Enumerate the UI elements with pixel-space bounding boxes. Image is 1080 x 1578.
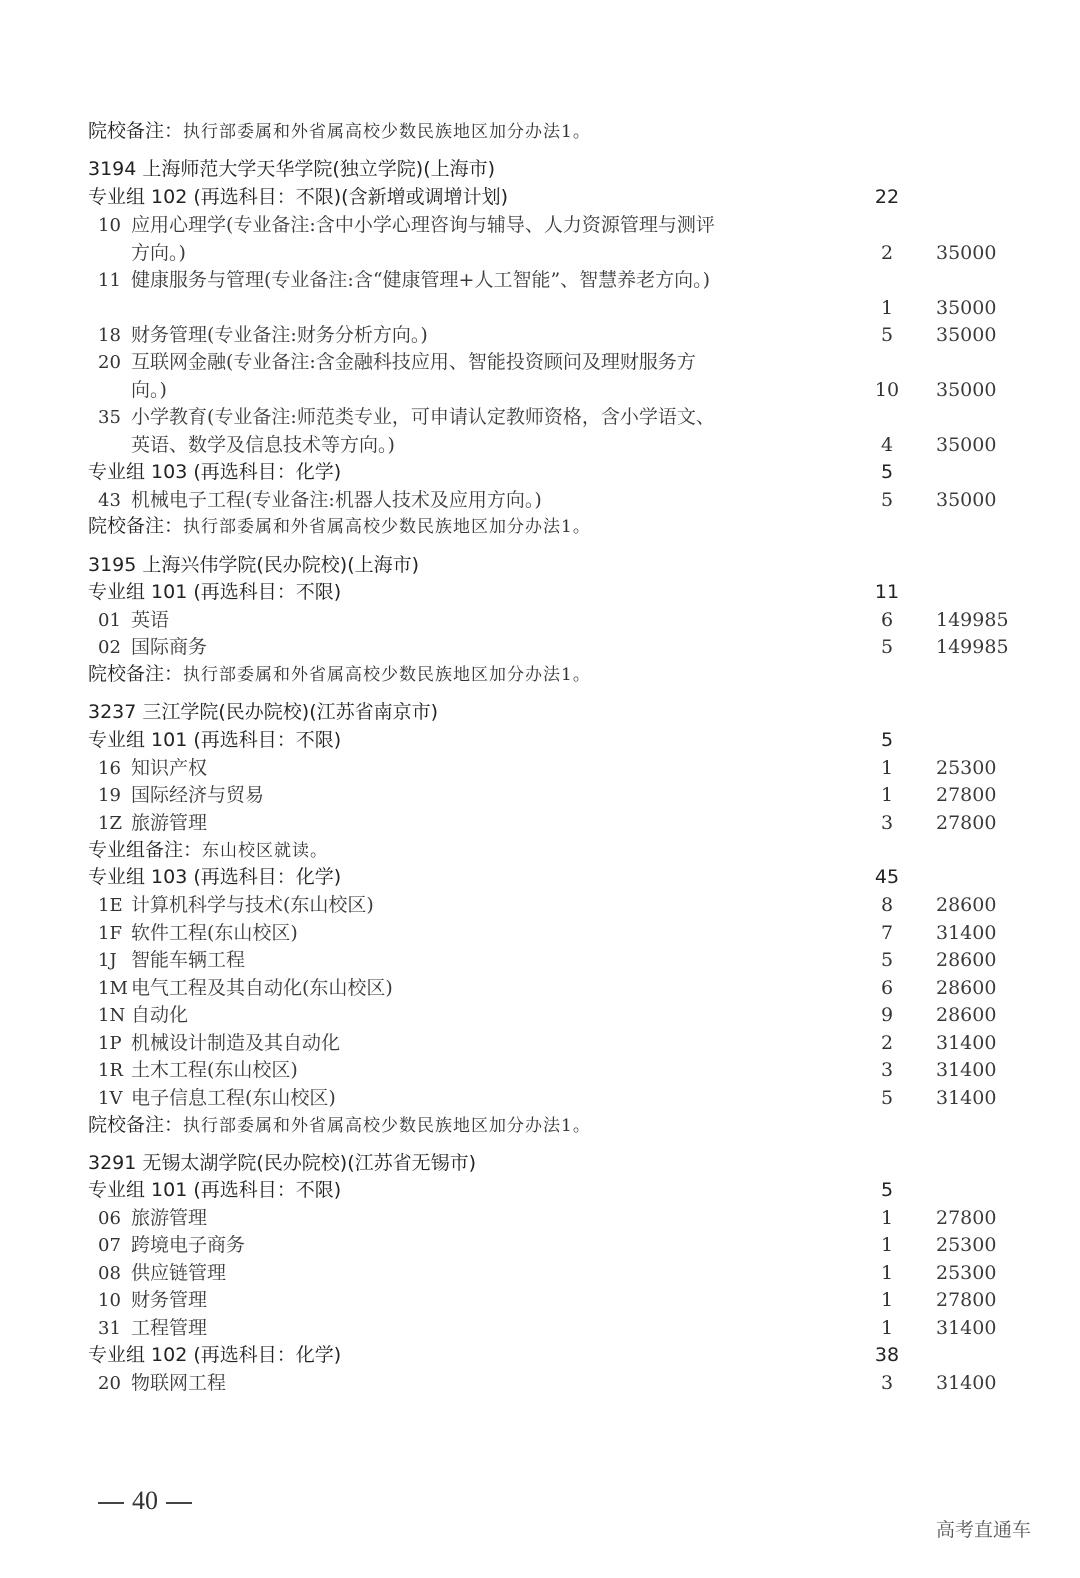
major-name: 软件工程(东山校区) (131, 922, 298, 944)
major-row-continuation (0, 432, 1080, 459)
school-header (0, 699, 1080, 726)
school-title: 3195 上海兴伟学院(民办院校)(上海市) (88, 554, 420, 576)
tuition-fee: 35000 (936, 297, 997, 319)
tuition-fee: 28600 (936, 894, 997, 916)
tuition-fee: 28600 (936, 949, 997, 971)
tuition-fee: 31400 (936, 922, 997, 944)
major-code: 01 (98, 610, 121, 631)
page-number-text: 40 (132, 1486, 158, 1515)
major-row (0, 212, 1080, 239)
major-name: 健康服务与管理(专业备注:含“健康管理+人工智能”、智慧养老方向。) (131, 269, 711, 291)
major-group-header (0, 727, 1080, 754)
group-note (0, 837, 1080, 864)
major-name: 财务管理 (131, 1289, 208, 1311)
note-text: 执行部委属和外省属高校少数民族地区加分办法1。 (183, 1116, 591, 1136)
major-code: 07 (98, 1235, 121, 1256)
school-header (0, 156, 1080, 183)
major-row-continuation (0, 240, 1080, 267)
major-name: 小学教育(专业备注:师范类专业，可申请认定教师资格，含小学语文、 (131, 406, 715, 428)
major-row (0, 487, 1080, 514)
school-header (0, 552, 1080, 579)
major-name: 供应链管理 (131, 1262, 227, 1284)
school-note (0, 1112, 1080, 1139)
major-row (0, 1315, 1080, 1342)
group-count: 38 (874, 1344, 900, 1366)
group-title: 专业组 101 (再选科目：不限) (88, 729, 342, 751)
major-name-cont: 英语、数学及信息技术等方向。) (131, 434, 395, 456)
major-name: 智能车辆工程 (131, 949, 246, 971)
school-title: 3237 三江学院(民办院校)(江苏省南京市) (88, 701, 439, 723)
major-row (0, 1085, 1080, 1112)
tuition-fee: 149985 (936, 636, 1009, 658)
major-name: 国际经济与贸易 (131, 784, 265, 806)
tuition-fee: 27800 (936, 784, 997, 806)
major-name: 旅游管理 (131, 1207, 208, 1229)
note-label: 院校备注： (88, 663, 184, 685)
major-code: 16 (98, 758, 121, 779)
plan-count: 2 (880, 242, 894, 264)
major-group-header (0, 1342, 1080, 1369)
major-row (0, 892, 1080, 919)
plan-count: 5 (880, 636, 894, 658)
tuition-fee: 27800 (936, 1207, 997, 1229)
major-code: 1N (98, 1005, 126, 1026)
page-number (90, 1486, 200, 1516)
group-title: 专业组 102 (再选科目：化学) (88, 1344, 342, 1366)
major-code: 1F (98, 923, 122, 944)
major-row (0, 810, 1080, 837)
major-name: 机械设计制造及其自动化 (131, 1032, 341, 1054)
note-label: 院校备注： (88, 120, 184, 142)
major-row (0, 1287, 1080, 1314)
group-count: 22 (874, 186, 900, 208)
note-text: 东山校区就读。 (202, 841, 329, 861)
tuition-fee: 31400 (936, 1317, 997, 1339)
major-row (0, 1002, 1080, 1029)
major-code: 1E (98, 895, 123, 916)
plan-count: 3 (880, 1372, 894, 1394)
group-title: 专业组 103 (再选科目：化学) (88, 461, 342, 483)
tuition-fee: 35000 (936, 489, 997, 511)
plan-count: 7 (880, 922, 894, 944)
tuition-fee: 35000 (936, 242, 997, 264)
major-code: 02 (98, 637, 121, 658)
tuition-fee: 25300 (936, 1262, 997, 1284)
plan-count: 5 (880, 324, 894, 346)
major-name: 电子信息工程(东山校区) (131, 1087, 336, 1109)
major-code: 20 (98, 352, 121, 373)
major-name: 物联网工程 (131, 1372, 227, 1394)
major-name: 应用心理学(专业备注:含中小学心理咨询与辅导、人力资源管理与测评 (131, 214, 715, 236)
major-row (0, 322, 1080, 349)
group-count: 5 (880, 1179, 894, 1201)
major-name: 英语 (131, 609, 170, 631)
plan-count: 3 (880, 1059, 894, 1081)
major-row (0, 1232, 1080, 1259)
major-row (0, 755, 1080, 782)
plan-count: 5 (880, 1087, 894, 1109)
major-row (0, 920, 1080, 947)
school-note (0, 118, 1080, 145)
note-label: 专业组备注： (88, 839, 203, 861)
major-group-header (0, 184, 1080, 211)
dash-left (98, 1502, 124, 1504)
major-row (0, 1260, 1080, 1287)
plan-count: 10 (874, 379, 900, 401)
major-code: 1M (98, 978, 128, 999)
major-code: 1R (98, 1060, 124, 1081)
major-row (0, 607, 1080, 634)
major-name: 工程管理 (131, 1317, 208, 1339)
major-row (0, 1030, 1080, 1057)
tuition-fee: 28600 (936, 1004, 997, 1026)
tuition-fee: 31400 (936, 1087, 997, 1109)
tuition-fee: 35000 (936, 324, 997, 346)
plan-count: 6 (880, 977, 894, 999)
plan-count: 5 (880, 489, 894, 511)
major-code: 10 (98, 1290, 121, 1311)
plan-count: 1 (880, 757, 894, 779)
note-text: 执行部委属和外省属高校少数民族地区加分办法1。 (183, 517, 591, 537)
major-row (0, 1205, 1080, 1232)
group-count: 45 (874, 866, 900, 888)
tuition-fee: 27800 (936, 812, 997, 834)
major-name: 机械电子工程(专业备注:机器人技术及应用方向。) (131, 489, 542, 511)
group-count: 5 (880, 461, 894, 483)
tuition-fee: 35000 (936, 379, 997, 401)
major-row (0, 1057, 1080, 1084)
tuition-fee: 31400 (936, 1372, 997, 1394)
plan-count: 1 (880, 784, 894, 806)
plan-count: 2 (880, 1032, 894, 1054)
major-group-header (0, 864, 1080, 891)
major-code: 08 (98, 1263, 121, 1284)
note-text: 执行部委属和外省属高校少数民族地区加分办法1。 (183, 665, 591, 685)
major-row (0, 1370, 1080, 1397)
major-code: 11 (98, 270, 121, 291)
major-group-header (0, 1177, 1080, 1204)
major-row (0, 404, 1080, 431)
plan-count: 4 (880, 434, 894, 456)
school-header (0, 1150, 1080, 1177)
tuition-fee: 31400 (936, 1059, 997, 1081)
dash-right (166, 1502, 192, 1504)
major-code: 1P (98, 1033, 122, 1054)
major-name: 计算机科学与技术(东山校区) (131, 894, 374, 916)
note-label: 院校备注： (88, 1114, 184, 1136)
major-name: 电气工程及其自动化(东山校区) (131, 977, 393, 999)
plan-count: 1 (880, 1262, 894, 1284)
plan-count: 5 (880, 949, 894, 971)
group-count: 11 (874, 581, 900, 603)
major-group-header (0, 459, 1080, 486)
major-code: 19 (98, 785, 121, 806)
tuition-fee: 27800 (936, 1289, 997, 1311)
major-code: 20 (98, 1373, 121, 1394)
major-name: 旅游管理 (131, 812, 208, 834)
major-row (0, 782, 1080, 809)
major-name: 互联网金融(专业备注:含金融科技应用、智能投资顾问及理财服务方 (131, 351, 696, 373)
plan-count: 1 (880, 297, 894, 319)
plan-count: 1 (880, 1234, 894, 1256)
major-code: 18 (98, 325, 121, 346)
major-row (0, 947, 1080, 974)
note-text: 执行部委属和外省属高校少数民族地区加分办法1。 (183, 122, 591, 142)
group-title: 专业组 101 (再选科目：不限) (88, 581, 342, 603)
major-row-continuation (0, 377, 1080, 404)
major-row-continuation (0, 295, 1080, 322)
major-code: 1Z (98, 813, 122, 834)
plan-count: 9 (880, 1004, 894, 1026)
tuition-fee: 31400 (936, 1032, 997, 1054)
plan-count: 1 (880, 1207, 894, 1229)
major-name: 土木工程(东山校区) (131, 1059, 298, 1081)
major-name-cont: 向。) (131, 379, 167, 401)
school-title: 3194 上海师范大学天华学院(独立学院)(上海市) (88, 158, 496, 180)
major-row (0, 349, 1080, 376)
note-label: 院校备注： (88, 515, 184, 537)
plan-count: 8 (880, 894, 894, 916)
group-count: 5 (880, 729, 894, 751)
group-title: 专业组 102 (再选科目：不限)(含新增或调增计划) (88, 186, 508, 208)
group-title: 专业组 101 (再选科目：不限) (88, 1179, 342, 1201)
major-group-header (0, 579, 1080, 606)
major-row (0, 975, 1080, 1002)
major-name: 国际商务 (131, 636, 208, 658)
major-row (0, 267, 1080, 294)
major-code: 06 (98, 1208, 121, 1229)
watermark: 高考直通车 (936, 1519, 1032, 1541)
school-title: 3291 无锡太湖学院(民办院校)(江苏省无锡市) (88, 1152, 477, 1174)
tuition-fee: 25300 (936, 1234, 997, 1256)
major-code: 1J (98, 950, 117, 971)
major-code: 10 (98, 215, 121, 236)
plan-count: 1 (880, 1317, 894, 1339)
major-name-cont: 方向。) (131, 242, 186, 264)
major-name: 财务管理(专业备注:财务分析方向。) (131, 324, 428, 346)
plan-count: 6 (880, 609, 894, 631)
major-code: 31 (98, 1318, 121, 1339)
major-row (0, 634, 1080, 661)
major-name: 自动化 (131, 1004, 189, 1026)
school-note (0, 513, 1080, 540)
tuition-fee: 25300 (936, 757, 997, 779)
major-name: 知识产权 (131, 757, 208, 779)
tuition-fee: 35000 (936, 434, 997, 456)
major-code: 1V (98, 1088, 123, 1109)
school-note (0, 661, 1080, 688)
major-code: 35 (98, 407, 121, 428)
plan-count: 1 (880, 1289, 894, 1311)
major-name: 跨境电子商务 (131, 1234, 246, 1256)
tuition-fee: 28600 (936, 977, 997, 999)
tuition-fee: 149985 (936, 609, 1009, 631)
group-title: 专业组 103 (再选科目：化学) (88, 866, 342, 888)
plan-count: 3 (880, 812, 894, 834)
major-code: 43 (98, 490, 121, 511)
